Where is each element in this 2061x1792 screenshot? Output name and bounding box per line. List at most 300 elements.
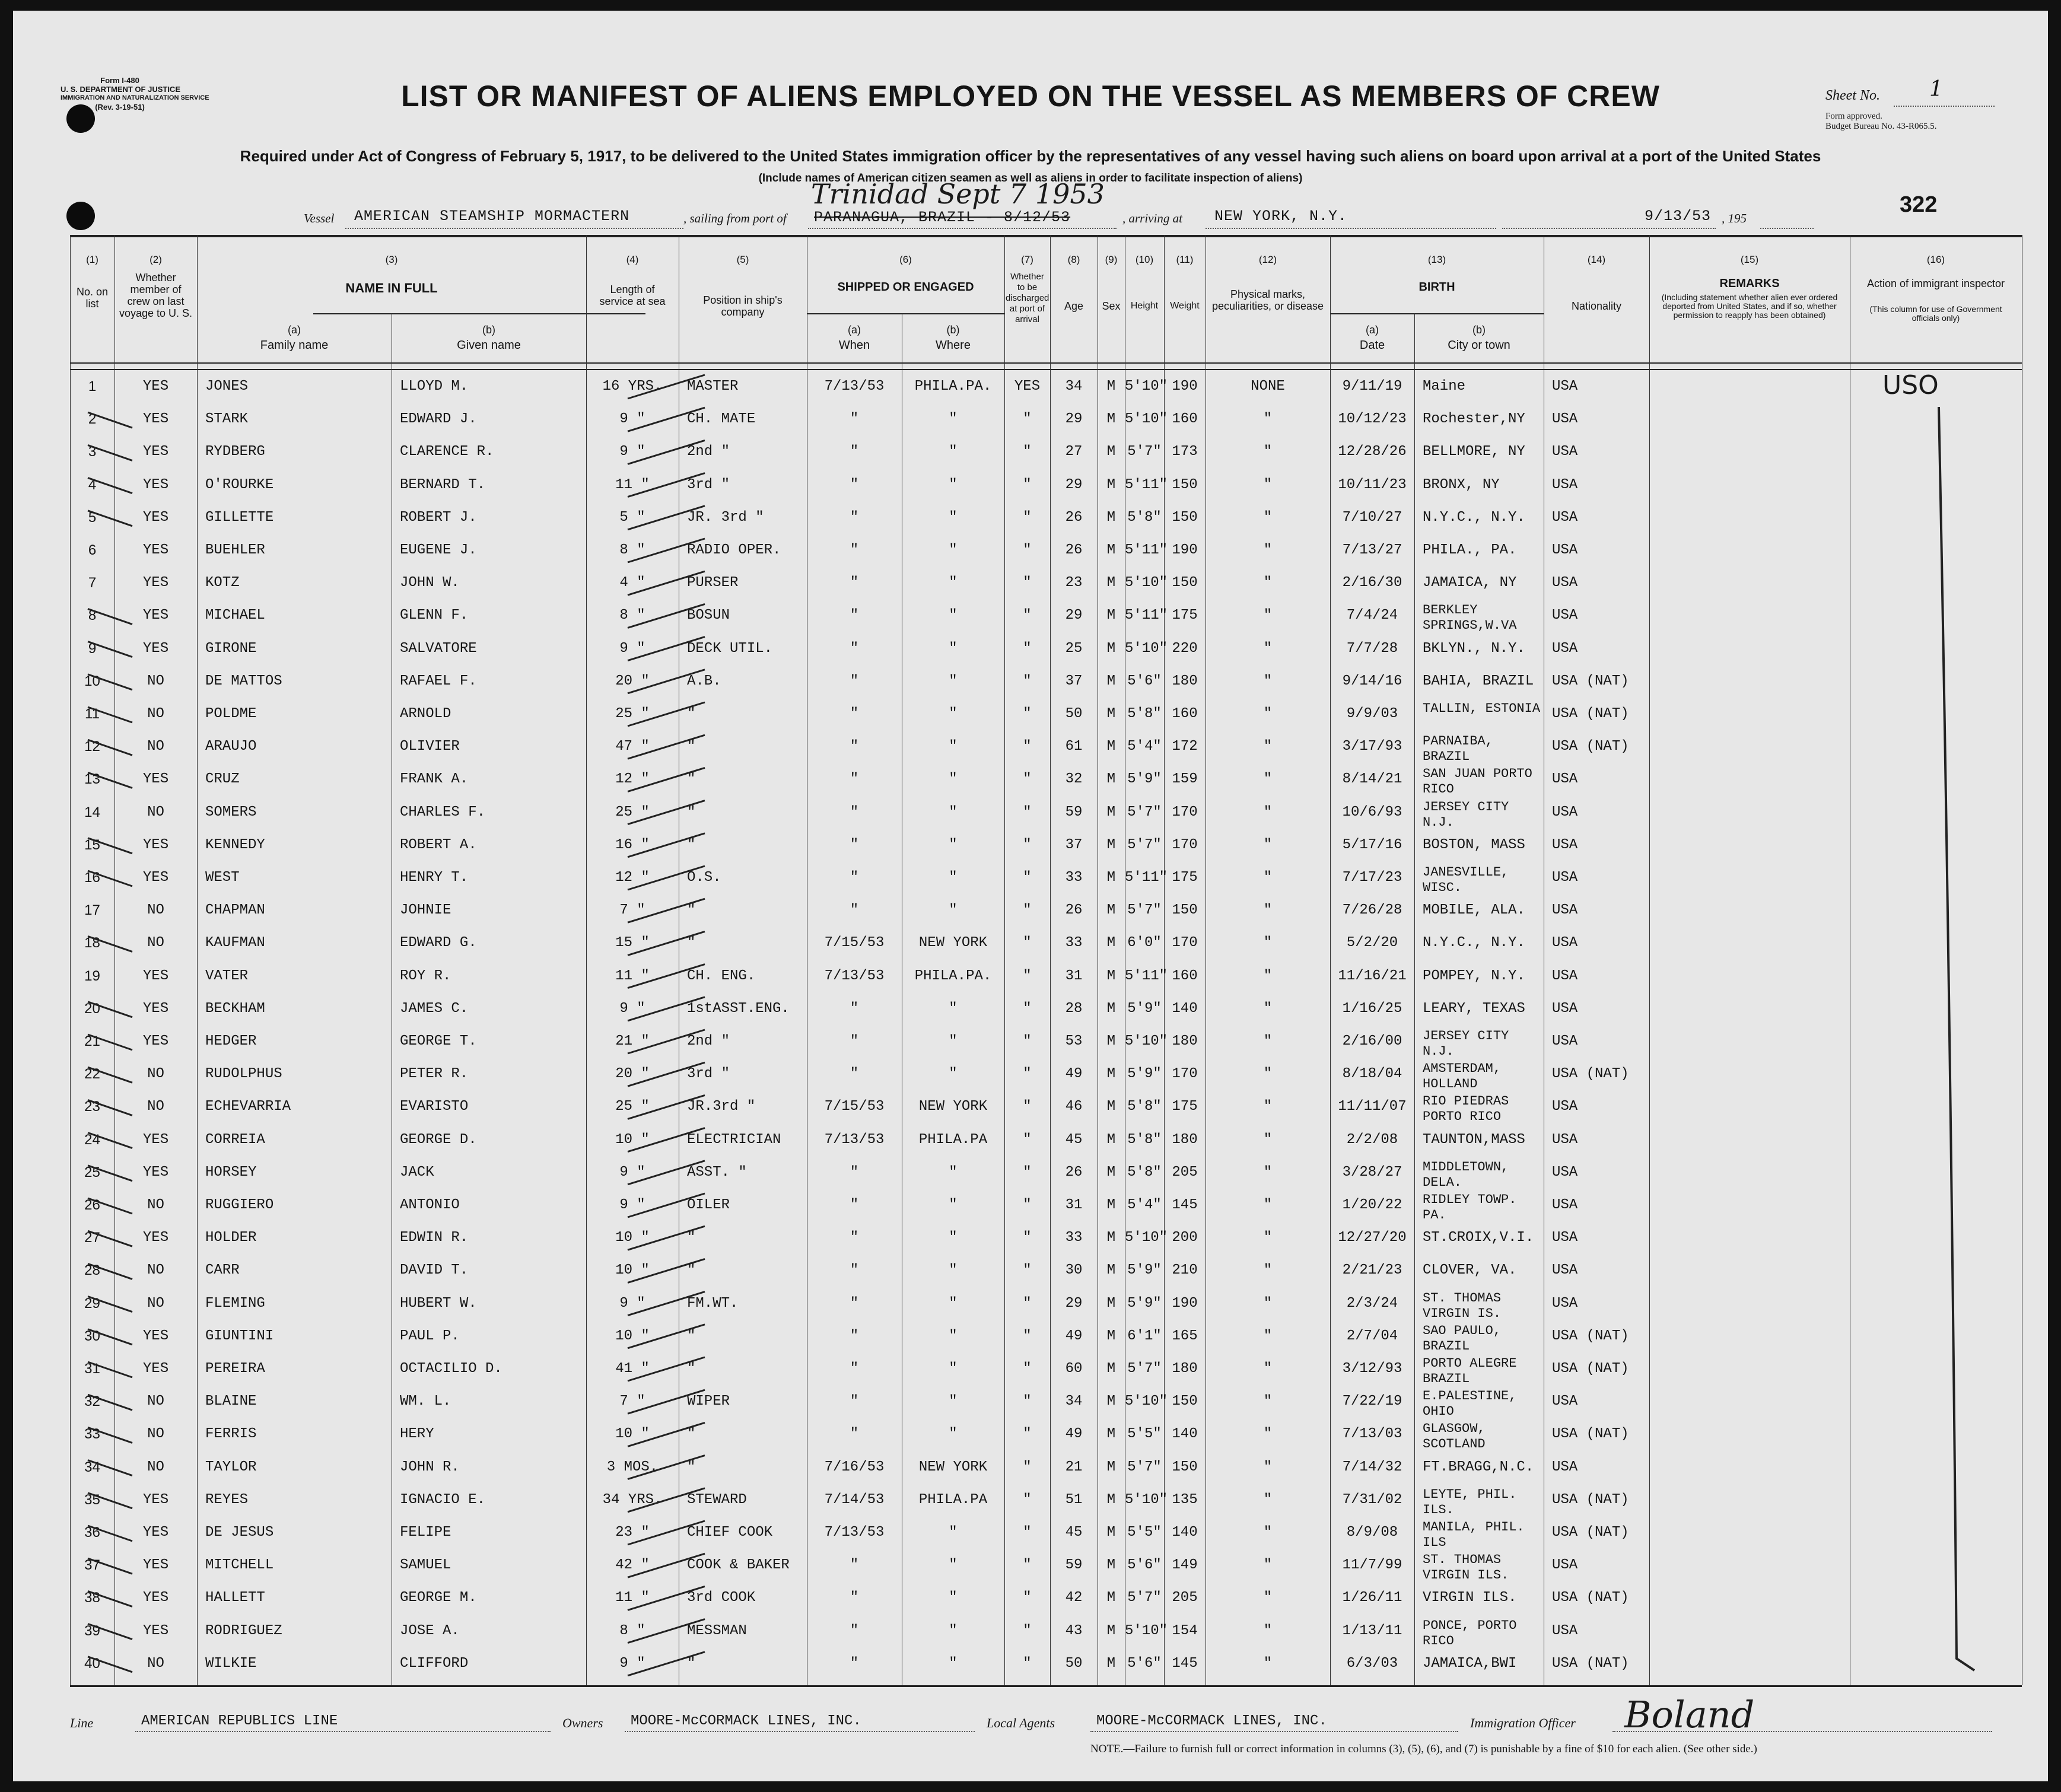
cell-no: 16: [84, 870, 100, 886]
page-title: LIST OR MANIFEST OF ALIENS EMPLOYED ON THE VESSEL AS MEMBERS OF CREW: [401, 79, 1660, 113]
cell-when: 7/13/53: [824, 967, 885, 984]
cell-family: BLAINE: [205, 1393, 257, 1410]
cell-discharged: ": [1023, 1033, 1032, 1049]
cell-bdate: 2/7/04: [1346, 1328, 1398, 1344]
cell-where: ": [949, 1033, 958, 1049]
cell-family: CARR: [205, 1262, 240, 1279]
cell-no: 12: [84, 739, 100, 755]
cell-nationality: USA: [1552, 1033, 1578, 1049]
header-when: When: [838, 339, 870, 352]
cell-position: ": [687, 902, 696, 919]
cell-weight: 160: [1172, 706, 1198, 722]
cell-family: CHAPMAN: [205, 902, 265, 919]
header-13b: (b): [1472, 324, 1486, 336]
cell-height: 5'8": [1127, 1131, 1162, 1148]
cell-discharged: ": [1023, 1295, 1032, 1312]
cell-nationality: USA: [1552, 902, 1578, 919]
cell-city: ST. THOMAS VIRGIN ILS.: [1423, 1552, 1509, 1583]
cell-prev: YES: [142, 1524, 169, 1540]
cell-given: EDWARD G.: [400, 935, 477, 951]
header-physical-marks: Physical marks, peculiarities, or disease: [1211, 288, 1324, 312]
cell-city: GLASGOW, SCOTLAND: [1423, 1421, 1486, 1452]
cell-service: 47 ": [615, 739, 650, 755]
cell-when: ": [850, 673, 859, 689]
cell-prev: NO: [147, 804, 164, 820]
cell-city: JERSEY CITY N.J.: [1423, 1029, 1509, 1059]
check-mark: [88, 1133, 132, 1148]
cell-service: 9 ": [619, 640, 645, 657]
cell-discharged: ": [1023, 1262, 1032, 1279]
cell-when: ": [850, 1197, 859, 1213]
cell-when: 7/13/53: [824, 378, 885, 394]
cell-height: 5'4": [1127, 1197, 1162, 1213]
cell-position: ": [687, 706, 696, 722]
cell-weight: 170: [1172, 804, 1198, 820]
arriving-label: , arriving at: [1122, 211, 1182, 225]
cell-weight: 220: [1172, 640, 1198, 657]
cell-discharged: ": [1023, 509, 1032, 526]
cell-family: RUGGIERO: [205, 1197, 274, 1213]
header-6a: (a): [848, 324, 861, 336]
check-mark: [88, 642, 132, 657]
cell-nationality: USA: [1552, 804, 1578, 820]
header-height: Height: [1130, 301, 1159, 311]
cell-service: 9 ": [619, 444, 645, 460]
service-tick: [628, 1161, 705, 1185]
cell-prev: NO: [147, 1197, 164, 1213]
cell-no: 8: [88, 607, 97, 624]
year-suffix: , 195: [1722, 211, 1747, 225]
cell-given: PAUL P.: [400, 1328, 460, 1344]
cell-age: 50: [1065, 1655, 1083, 1672]
cell-service: 4 ": [619, 575, 645, 591]
cell-sex: M: [1106, 1066, 1116, 1083]
check-mark: [88, 1067, 132, 1083]
cell-given: WM. L.: [400, 1393, 451, 1410]
cell-weight: 180: [1172, 1033, 1198, 1049]
cell-where: ": [949, 640, 958, 657]
cell-no: 10: [84, 673, 100, 689]
cell-when: ": [850, 542, 859, 558]
cell-service: 11 ": [615, 1590, 650, 1606]
cell-service: 12 ": [615, 870, 650, 886]
cell-marks: ": [1263, 542, 1273, 558]
cell-height: 5'7": [1127, 1361, 1162, 1377]
header-shipped-engaged: SHIPPED OR ENGAGED: [837, 281, 974, 294]
cell-no: 29: [84, 1295, 100, 1312]
cell-service: 15 ": [615, 935, 650, 951]
cell-no: 22: [84, 1066, 100, 1083]
cell-sex: M: [1106, 476, 1116, 493]
cell-height: 5'9": [1127, 1000, 1162, 1017]
cell-marks: ": [1263, 967, 1273, 984]
cell-nationality: USA: [1552, 1622, 1578, 1639]
cell-marks: ": [1263, 1557, 1273, 1574]
col-num-15: (15): [1740, 254, 1759, 265]
cell-discharged: ": [1023, 411, 1032, 428]
cell-sex: M: [1106, 836, 1116, 853]
check-mark: [88, 674, 132, 690]
cell-when: ": [850, 1361, 859, 1377]
cell-marks: ": [1263, 771, 1273, 788]
cell-marks: ": [1263, 1000, 1273, 1017]
cell-city: JAMAICA, NY: [1423, 575, 1517, 591]
cell-prev: YES: [142, 476, 169, 493]
cell-family: MICHAEL: [205, 607, 265, 624]
cell-service: 25 ": [615, 1099, 650, 1115]
cell-when: ": [850, 1262, 859, 1279]
cell-weight: 180: [1172, 1131, 1198, 1148]
required-statement: Required under Act of Congress of February 5, 1917, to be delivered to the United States immigration officer by the representatives of any vessel having such aliens on board upon arrival at a port of the United States: [240, 147, 1821, 165]
cell-no: 40: [84, 1655, 100, 1672]
cell-family: CRUZ: [205, 771, 240, 788]
cell-no: 21: [84, 1033, 100, 1049]
cell-service: 21 ": [615, 1033, 650, 1049]
cell-sex: M: [1106, 542, 1116, 558]
cell-prev: YES: [142, 1131, 169, 1148]
cell-sex: M: [1106, 1000, 1116, 1017]
cell-marks: ": [1263, 870, 1273, 886]
header-family-name: Family name: [260, 339, 329, 352]
cell-age: 23: [1065, 575, 1083, 591]
cell-height: 5'7": [1127, 804, 1162, 820]
cell-bdate: 7/26/28: [1342, 902, 1402, 919]
cell-marks: ": [1263, 1197, 1273, 1213]
cell-where: ": [949, 411, 958, 428]
check-mark: [88, 1591, 132, 1606]
arrival-date: 9/13/53: [1645, 208, 1712, 225]
cell-sex: M: [1106, 1099, 1116, 1115]
service-tick: [628, 801, 705, 825]
cell-city: N.Y.C., N.Y.: [1423, 509, 1525, 526]
cell-when: ": [850, 640, 859, 657]
check-mark: [88, 1263, 132, 1279]
cell-position: ": [687, 1459, 696, 1475]
cell-when: ": [850, 1590, 859, 1606]
cell-service: 9 ": [619, 1295, 645, 1312]
cell-weight: 160: [1172, 967, 1198, 984]
cell-family: DE JESUS: [205, 1524, 274, 1540]
check-mark: [88, 1395, 132, 1410]
header-weight: Weight: [1170, 301, 1200, 311]
cell-where: ": [949, 1622, 958, 1639]
cell-sex: M: [1106, 1557, 1116, 1574]
cell-nationality: USA (NAT): [1552, 1361, 1629, 1377]
cell-when: 7/16/53: [824, 1459, 885, 1475]
cell-when: ": [850, 575, 859, 591]
cell-when: ": [850, 1393, 859, 1410]
cell-city: TAUNTON,MASS: [1423, 1131, 1525, 1148]
cell-service: 8 ": [619, 1622, 645, 1639]
cell-service: 16 YRS.: [602, 378, 663, 394]
cell-where: NEW YORK: [918, 935, 988, 951]
cell-bdate: 2/2/08: [1346, 1131, 1398, 1148]
check-mark: [88, 1002, 132, 1017]
cell-given: JOHN R.: [400, 1459, 460, 1475]
cell-weight: 165: [1172, 1328, 1198, 1344]
cell-weight: 200: [1172, 1230, 1198, 1246]
cell-bdate: 2/16/00: [1342, 1033, 1402, 1049]
cell-family: WILKIE: [205, 1655, 257, 1672]
cell-marks: ": [1263, 739, 1273, 755]
cell-no: 31: [84, 1361, 100, 1377]
cell-age: 51: [1065, 1491, 1083, 1508]
cell-city: JERSEY CITY N.J.: [1423, 799, 1509, 830]
cell-position: WIPER: [687, 1393, 730, 1410]
cell-given: CLIFFORD: [400, 1655, 469, 1672]
check-mark: [88, 412, 132, 428]
cell-discharged: ": [1023, 1131, 1032, 1148]
service-tick: [628, 1128, 705, 1152]
cell-bdate: 9/9/03: [1346, 706, 1398, 722]
cell-when: 7/13/53: [824, 1131, 885, 1148]
col-num-8: (8): [1067, 254, 1080, 265]
cell-given: ROBERT A.: [400, 836, 477, 853]
include-note: (Include names of American citizen seamen as well as aliens in order to facilitate inspection of aliens): [758, 172, 1303, 184]
cell-position: MESSMAN: [687, 1622, 747, 1639]
cell-given: DAVID T.: [400, 1262, 469, 1279]
cell-bdate: 7/10/27: [1342, 509, 1402, 526]
cell-where: ": [949, 804, 958, 820]
owners-value: MOORE-McCORMACK LINES, INC.: [631, 1713, 861, 1729]
cell-weight: 210: [1172, 1262, 1198, 1279]
cell-position: 3rd ": [687, 1066, 730, 1083]
cell-service: 5 ": [619, 509, 645, 526]
cell-weight: 205: [1172, 1164, 1198, 1180]
check-mark: [88, 1329, 132, 1345]
cell-when: ": [850, 1000, 859, 1017]
cell-when: ": [850, 1066, 859, 1083]
cell-discharged: ": [1023, 1557, 1032, 1574]
cell-position: OILER: [687, 1197, 730, 1213]
service-tick: [628, 539, 705, 562]
cell-given: GEORGE D.: [400, 1131, 477, 1148]
header-remarks-note: (Including statement whether alien ever ordered deported from United States, and if so, whether permission to reapply has been obtained): [1661, 292, 1838, 320]
cell-nationality: USA: [1552, 1000, 1578, 1017]
cell-nationality: USA: [1552, 935, 1578, 951]
service-tick: [628, 1325, 705, 1348]
service-tick: [628, 1619, 705, 1643]
cell-marks: ": [1263, 1164, 1273, 1180]
cell-height: 5'7": [1127, 1590, 1162, 1606]
header-city: City or town: [1448, 339, 1510, 352]
cell-discharged: ": [1023, 1164, 1032, 1180]
cell-position: 3rd ": [687, 476, 730, 493]
cell-given: EVARISTO: [400, 1099, 469, 1115]
cell-height: 5'11": [1125, 967, 1168, 984]
cell-position: RADIO OPER.: [687, 542, 781, 558]
cell-bdate: 9/11/19: [1342, 378, 1402, 394]
cell-no: 39: [84, 1622, 100, 1639]
cell-weight: 140: [1172, 1524, 1198, 1540]
cell-prev: YES: [142, 1033, 169, 1049]
cell-marks: ": [1263, 804, 1273, 820]
cell-prev: YES: [142, 1622, 169, 1639]
cell-service: 11 ": [615, 967, 650, 984]
cell-where: ": [949, 1066, 958, 1083]
cell-when: ": [850, 1164, 859, 1180]
cell-age: 26: [1065, 1164, 1083, 1180]
cell-position: ": [687, 1655, 696, 1672]
cell-marks: ": [1263, 1426, 1273, 1443]
cell-given: EDWIN R.: [400, 1230, 469, 1246]
cell-age: 25: [1065, 640, 1083, 657]
cell-height: 5'9": [1127, 1066, 1162, 1083]
cell-weight: 190: [1172, 378, 1198, 394]
cell-position: O.S.: [687, 870, 721, 886]
cell-position: ": [687, 771, 696, 788]
cell-discharged: ": [1023, 575, 1032, 591]
cell-discharged: ": [1023, 673, 1032, 689]
department: U. S. DEPARTMENT OF JUSTICE: [61, 85, 180, 94]
cell-sex: M: [1106, 1426, 1116, 1443]
cell-discharged: ": [1023, 1426, 1032, 1443]
cell-prev: NO: [147, 1655, 164, 1672]
cell-bdate: 11/11/07: [1338, 1099, 1407, 1115]
cell-family: BECKHAM: [205, 1000, 265, 1017]
cell-where: ": [949, 1655, 958, 1672]
cell-service: 9 ": [619, 1655, 645, 1672]
cell-weight: 150: [1172, 1459, 1198, 1475]
service-tick: [628, 1292, 705, 1316]
col-num-13: (13): [1427, 254, 1446, 265]
cell-bdate: 1/13/11: [1342, 1622, 1402, 1639]
cell-prev: YES: [142, 1590, 169, 1606]
cell-sex: M: [1106, 1262, 1116, 1279]
cell-city: Rochester,NY: [1423, 411, 1525, 428]
cell-sex: M: [1106, 1491, 1116, 1508]
cell-bdate: 7/4/24: [1346, 607, 1398, 624]
header-age: Age: [1064, 300, 1084, 312]
cell-discharged: ": [1023, 1622, 1032, 1639]
cell-height: 5'5": [1127, 1426, 1162, 1443]
cell-position: 2nd ": [687, 444, 730, 460]
check-mark: [88, 1624, 132, 1640]
cell-where: ": [949, 1426, 958, 1443]
cell-where: ": [949, 1230, 958, 1246]
col-num-7: (7): [1021, 254, 1033, 265]
cell-given: HERY: [400, 1426, 434, 1443]
cell-service: 10 ": [615, 1328, 650, 1344]
cell-bdate: 1/20/22: [1342, 1197, 1402, 1213]
cell-sex: M: [1106, 1295, 1116, 1312]
cell-given: ANTONIO: [400, 1197, 460, 1213]
cell-height: 5'8": [1127, 509, 1162, 526]
header-action: Action of immigrant inspector: [1866, 278, 2005, 289]
cell-where: ": [949, 607, 958, 624]
form-approved-line: Form approved.: [1825, 112, 1882, 121]
header-name-in-full: NAME IN FULL: [345, 281, 438, 295]
cell-city: BKLYN., N.Y.: [1423, 640, 1525, 657]
cell-city: LEARY, TEXAS: [1423, 1000, 1525, 1017]
cell-age: 43: [1065, 1622, 1083, 1639]
cell-family: FLEMING: [205, 1295, 265, 1312]
cell-bdate: 11/16/21: [1338, 967, 1407, 984]
service-tick: [628, 506, 705, 530]
cell-marks: ": [1263, 1622, 1273, 1639]
cell-age: 29: [1065, 411, 1083, 428]
service-tick: [628, 866, 705, 890]
cell-when: ": [850, 739, 859, 755]
cell-discharged: ": [1023, 836, 1032, 853]
cell-given: EDWARD J.: [400, 411, 477, 428]
cell-where: ": [949, 1557, 958, 1574]
cell-no: 6: [88, 542, 97, 558]
cell-position: ": [687, 1328, 696, 1344]
header-birth-date: Date: [1359, 339, 1385, 352]
cell-service: 10 ": [615, 1426, 650, 1443]
cell-family: HORSEY: [205, 1164, 257, 1180]
cell-family: POLDME: [205, 706, 257, 722]
port-from: PARANAGUA, BRAZIL - 8/12/53: [814, 209, 1071, 226]
cell-position: ": [687, 804, 696, 820]
cell-family: GIUNTINI: [205, 1328, 274, 1344]
cell-age: 59: [1065, 1557, 1083, 1574]
cell-nationality: USA (NAT): [1552, 1491, 1629, 1508]
cell-marks: ": [1263, 1393, 1273, 1410]
cell-given: JAMES C.: [400, 1000, 469, 1017]
cell-service: 12 ": [615, 771, 650, 788]
cell-city: AMSTERDAM, HOLLAND: [1423, 1061, 1502, 1092]
col-num-12: (12): [1258, 254, 1277, 265]
cell-given: IGNACIO E.: [400, 1491, 486, 1508]
owners-label: Owners: [562, 1715, 603, 1730]
cell-nationality: USA: [1552, 1197, 1578, 1213]
cell-discharged: ": [1023, 640, 1032, 657]
cell-height: 5'8": [1127, 1164, 1162, 1180]
cell-no: 19: [84, 967, 100, 984]
cell-family: REYES: [205, 1491, 249, 1508]
cell-prev: NO: [147, 935, 164, 951]
cell-marks: ": [1263, 575, 1273, 591]
cell-city: BRONX, NY: [1423, 476, 1500, 493]
cell-age: 33: [1065, 870, 1083, 886]
cell-weight: 149: [1172, 1557, 1198, 1574]
check-mark: [88, 1297, 132, 1312]
col-num-6: (6): [899, 254, 912, 265]
cell-where: PHILA.PA.: [914, 967, 992, 984]
cell-service: 10 ": [615, 1230, 650, 1246]
cell-bdate: 12/27/20: [1338, 1230, 1407, 1246]
cell-bdate: 2/3/24: [1346, 1295, 1398, 1312]
col-num-4: (4): [626, 254, 639, 265]
cell-bdate: 1/16/25: [1342, 1000, 1402, 1017]
cell-height: 5'11": [1125, 476, 1168, 493]
cell-family: HALLETT: [205, 1590, 265, 1606]
header-13a: (a): [1366, 324, 1379, 336]
cell-nationality: USA: [1552, 607, 1578, 624]
cell-given: JOSE A.: [400, 1622, 460, 1639]
cell-weight: 175: [1172, 1099, 1198, 1115]
col-num-10: (10): [1135, 254, 1154, 265]
cell-no: 33: [84, 1426, 100, 1443]
form-number: Form I-480: [100, 76, 139, 85]
cell-position: ": [687, 1426, 696, 1443]
service-tick: [628, 1554, 705, 1577]
cell-where: ": [949, 1262, 958, 1279]
cell-marks: ": [1263, 673, 1273, 689]
inspector-bracket: [1933, 401, 1980, 1682]
cell-height: 5'9": [1127, 1262, 1162, 1279]
cell-age: 28: [1065, 1000, 1083, 1017]
cell-city: BELLMORE, NY: [1423, 444, 1525, 460]
cell-age: 49: [1065, 1426, 1083, 1443]
cell-city: PONCE, PORTO RICO: [1423, 1618, 1517, 1648]
cell-position: COOK & BAKER: [687, 1557, 790, 1574]
cell-discharged: ": [1023, 607, 1032, 624]
cell-where: ": [949, 575, 958, 591]
cell-age: 49: [1065, 1066, 1083, 1083]
